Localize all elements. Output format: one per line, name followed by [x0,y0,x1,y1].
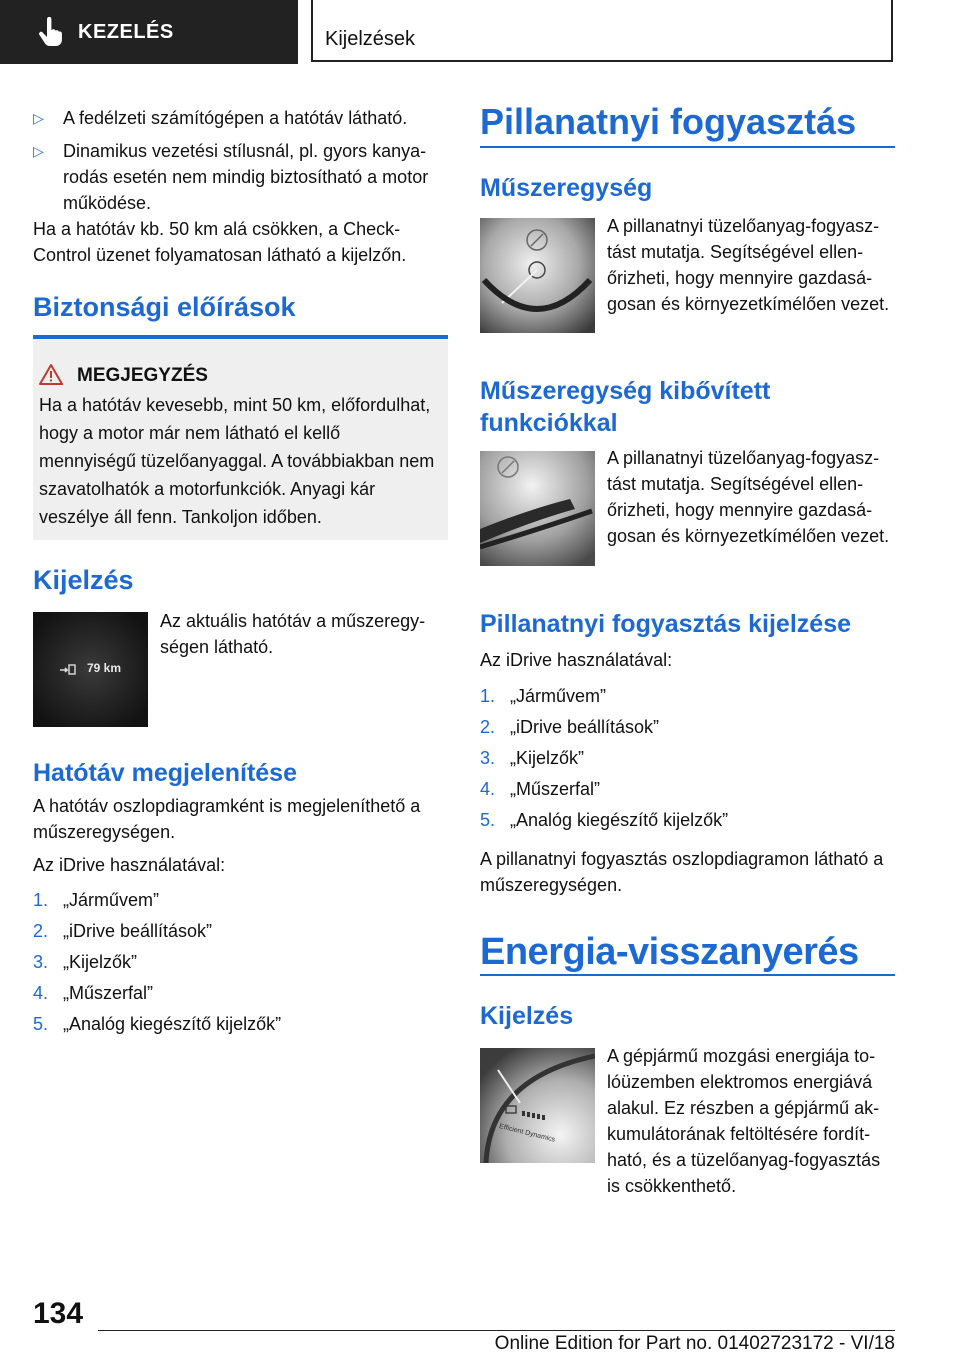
heading-rule [480,146,895,148]
warning-triangle-icon [39,363,63,385]
display-text: Az aktuális hatótáv a műszeregységen látható. [160,611,426,657]
efficient-dynamics-label: Efficient Dynamics [498,1123,556,1144]
section-title: KEZELÉS [78,20,174,43]
range-readout: 79 km [87,661,122,675]
cluster-heading: Műszeregység [480,174,653,202]
heading-rule [480,974,895,976]
notice-body: Ha a hatótáv kevesebb, mint 50 km, előfordulhat, hogy a motor már nem látható el kellő mennyiségű tüzelőanyaggal. A továbbiakban nem szavatolhatók a motorfunkciók. Anyagi kár veszélye áll fenn. Tankoljon időben. [39,395,435,527]
list-item: 3. „Kijelzők” [33,952,138,972]
footer-rule [98,1330,895,1331]
section-tab [0,0,298,64]
recovery-text [480,1043,895,1199]
list-item: 3. „Kijelzők” [480,748,585,768]
idrive-intro: Az iDrive használatával: [33,855,226,875]
bullet-triangle-icon: ▷ [33,110,44,126]
bullet-item: ▷ A fedélzeti számítógépen a hatótáv látható. [33,105,448,131]
extended-heading: Műszeregység kibővített funkciókkal [480,377,771,437]
extended-text: A pillanatnyi tüzelőanyag-fogyasztást mutatja. Segítségével ellenőrizheti, hogy mennyire gazdaságosan és környezetkímélően vezet. [607,448,890,546]
list-item: 1. „Járművem” [480,686,607,706]
list-item: 2. „iDrive beállítások” [480,717,660,737]
recovery-text-body: A gépjármű mozgási energiája tolóüzemben elektromos energiává alakul. Ez részben a gépjármű akkumulátorának feltöltésére fordítható, és a tüzelőanyag-fogyasztás is csökkenthető. [607,1046,881,1196]
bullet-triangle-icon: ▷ [33,143,44,159]
hand-pointer-icon [38,17,64,47]
cluster-gauge-graphic [480,218,595,333]
safety-heading: Biztonsági előírások [33,292,296,322]
list-item: 4. „Műszerfal” [480,779,601,799]
recovery-heading: Energia-visszanyerés [480,931,859,973]
consumption-display-heading: Pillanatnyi fogyasztás kijelzése [480,610,851,638]
display-heading: Kijelzés [33,565,134,595]
range-paragraph: Ha a hatótáv kb. 50 km alá csökken, a Check-Control üzenet folyamatosan látható a kijelzőn. [33,219,407,265]
page-number: 134 [33,1297,84,1330]
range-display-image [33,612,148,727]
bullet-item: ▷ Dinamikus vezetési stílusnál, pl. gyors kanyarodás esetén nem mindig biztosítható a motor működése. [33,138,448,216]
list-item: 1. „Járművem” [33,890,160,910]
chapter-title: Kijelzések [325,28,416,50]
edition-note: Online Edition for Part no. 01402723172 - VI/18 [494,1333,895,1354]
bar-text: A pillanatnyi fogyasztás oszlopdiagramon látható a műszeregységen. [480,849,884,895]
list-item: 5. „Analóg kiegészítő kijelzők” [480,810,729,830]
steps-list [480,686,895,841]
recovery-display-heading: Kijelzés [480,1002,574,1030]
notice-box [33,335,448,540]
steps-list [33,890,448,1045]
extended-gauge-graphic [480,451,595,566]
consumption-heading: Pillanatnyi fogyasztás [480,101,857,142]
range-display-heading: Hatótáv megjelenítése [33,759,297,787]
list-item: 4. „Műszerfal” [33,983,154,1003]
range-display-text: A hatótáv oszlopdiagramként is megjeleníthető a műszeregységen. [33,796,421,842]
notice-title: MEGJEGYZÉS [77,365,208,386]
chapter-tab [311,0,893,62]
extended-cluster-image [480,451,595,566]
cluster-image [480,218,595,333]
list-item: 2. „iDrive beállítások” [33,921,213,941]
idrive-intro: Az iDrive használatával: [480,650,673,670]
cluster-text: A pillanatnyi tüzelőanyag-fogyasztást mutatja. Segítségével ellenőrizheti, hogy mennyire gazdaságosan és környezetkímélően vezet. [607,216,890,314]
list-item: 5. „Analóg kiegészítő kijelzők” [33,1014,282,1034]
